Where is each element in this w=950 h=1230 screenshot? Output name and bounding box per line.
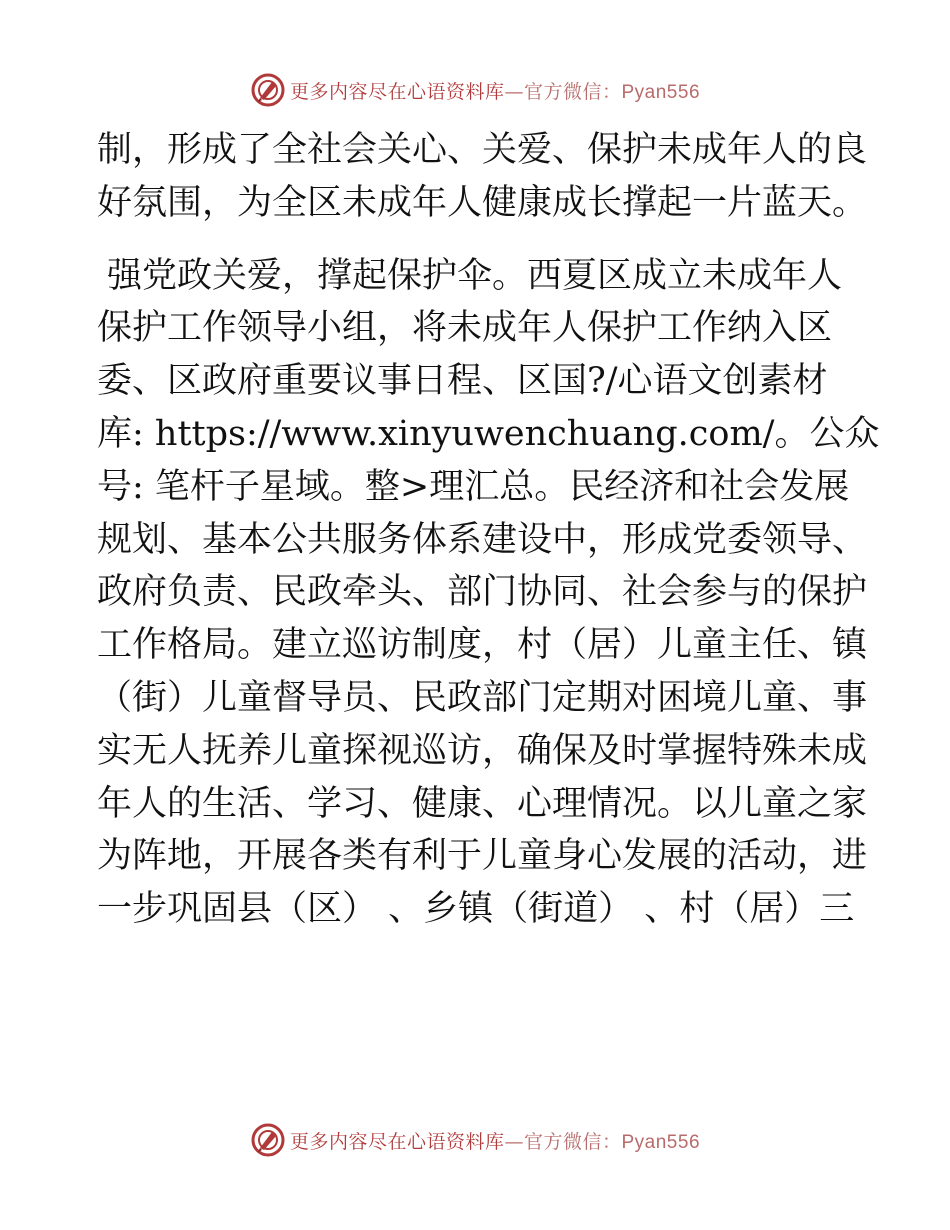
text-line: 规划、基本公共服务体系建设中，形成党委领导、	[97, 519, 868, 560]
footer-banner-separator: —	[504, 1130, 524, 1153]
footer-banner-label: 官方微信：	[523, 1130, 622, 1153]
header-banner-label: 官方微信：	[523, 80, 622, 103]
text-line: 制，形成了全社会关心、关爱、保护未成年人的良	[97, 130, 868, 170]
text-line: 实无人抚养儿童探视巡访，确保及时掌握特殊未成	[97, 730, 868, 771]
text-line: 政府负责、民政牵头、部门协同、社会参与的保护	[97, 572, 868, 613]
text-line: 好氛围，为全区未成年人健康成长撑起一片蓝天。	[97, 182, 868, 223]
text-line: 委、区政府重要议事日程、区国?/心语文创素材	[97, 361, 828, 402]
footer-banner-text	[290, 1127, 700, 1154]
header-wechat-id: Pyan556	[621, 81, 701, 103]
header-banner-separator: —	[504, 80, 524, 103]
footer-wechat-id: Pyan556	[621, 1131, 701, 1153]
paragraph-gap	[97, 230, 857, 250]
text-line: （街）儿童督导员、民政部门定期对困境儿童、事	[97, 677, 868, 718]
paragraph-1	[97, 124, 868, 230]
pen-logo-icon	[250, 72, 286, 108]
text-line: 库: https://www.xinyuwenchuang.com/。公众	[97, 413, 880, 454]
footer-banner	[0, 1120, 950, 1160]
document-body	[97, 124, 880, 936]
text-line: 一步巩固县（区） 、乡镇（街道） 、村（居）三	[97, 889, 855, 930]
text-line: 号: 笔杆子星域。整>理汇总。民经济和社会发展	[97, 466, 850, 507]
header-banner-text	[290, 77, 700, 104]
text-line: 保护工作领导小组，将未成年人保护工作纳入区	[97, 308, 833, 349]
pen-logo-icon	[250, 1122, 286, 1158]
footer-banner-main: 更多内容尽在心语资料库	[289, 1130, 505, 1153]
text-line: 工作格局。建立巡访制度，村（居）儿童主任、镇	[97, 625, 868, 666]
header-banner	[0, 70, 950, 110]
text-line: 为阵地，开展各类有利于儿童身心发展的活动，进	[97, 836, 868, 877]
text-line: 强党政关爱，撑起保护伞。西夏区成立未成年人	[107, 255, 843, 296]
header-banner-main: 更多内容尽在心语资料库	[289, 80, 505, 103]
paragraph-2	[97, 250, 880, 936]
text-line: 年人的生活、学习、健康、心理情况。以儿童之家	[97, 783, 868, 824]
